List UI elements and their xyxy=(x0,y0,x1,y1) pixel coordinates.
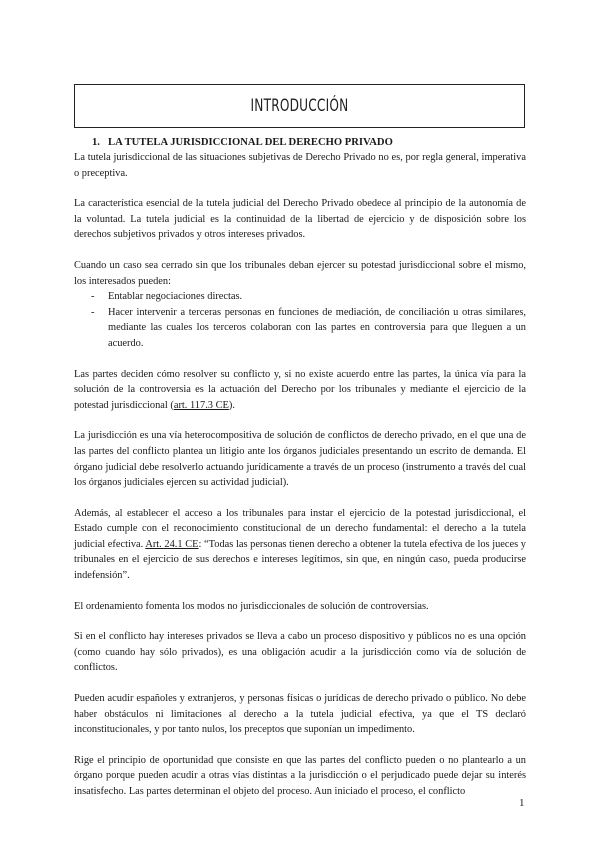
paragraph-1: La tutela jurisdiccional de las situaciones subjetivas de Derecho Privado no es, por regla general, imperativa o preceptiva. xyxy=(74,152,526,179)
paragraph-4 xyxy=(74,367,526,414)
paragraph-9: Pueden acudir españoles y extranjeros, y personas físicas o jurídicas de derecho privado o público. No debe haber obstáculos ni limitaciones al derecho a la tutela judicial efectiva, ya que el TS declaró inconstitucionales, y por tanto nulos, los preceptos que suponían un impedimento. xyxy=(74,693,526,736)
law-reference-link[interactable]: art. 117.3 CE xyxy=(173,399,229,411)
paragraph-8: Si en el conflicto hay intereses privados se lleva a cabo un proceso dispositivo y públicos no es una opción (como cuando hay sólo privados), es una obligación acudir a la jurisdicción como vía de solución de conflictos. xyxy=(74,631,526,674)
paragraph-6-quote: : “Todas las personas tienen derecho a obtener la tutela efectiva de los jueces y tribunales en el ejercicio de sus derechos e intereses legítimos, sin que, en ningún caso, pueda producirse indefensión”. xyxy=(74,538,527,582)
section-number: 1. xyxy=(92,137,100,148)
title-box xyxy=(74,84,525,128)
paragraph-3: Cuando un caso sea cerrado sin que los tribunales deban ejercer su potestad jurisdiccional sobre el mismo, los interesados pueden: xyxy=(74,259,526,287)
paragraph-6 xyxy=(74,506,526,584)
paragraph-4-text: Las partes deciden cómo resolver su conflicto y, si no existe acuerdo entre las partes, la única vía para la solución de la controversia es la actuación del Derecho por los tribunales y mediante el ejercicio de la potestad jurisdiccional ( xyxy=(74,368,526,411)
section-heading xyxy=(92,136,526,150)
paragraph-4-end: ). xyxy=(228,399,235,411)
list-item: - Hacer intervenir a terceras personas en funciones de mediación, de conciliación u otras similares, mediante las cuales los terceros colaboran con las partes en controversia para que lleguen a un acuerdo. xyxy=(91,305,526,352)
page-number: 1 xyxy=(519,797,525,809)
document-body xyxy=(74,136,526,800)
law-reference-link[interactable]: Art. 24.1 CE xyxy=(145,538,199,550)
list-item: - Entablar negociaciones directas. xyxy=(91,289,526,305)
paragraph-6-text: Además, al establecer el acceso a los tribunales para instar el ejercicio de la potestad jurisdiccional, el Estado cumple con el reconocimiento constitucional de un derecho fundamental: el derecho a la tutela judicial efectiva. xyxy=(74,507,526,550)
paragraph-5: La jurisdicción es una vía heterocompositiva de solución de conflictos de derecho privado, en el que una de las partes del conflicto plantea un litigio ante los órganos judiciales presentando un escrito de demanda. El órgano judicial debe resolverlo actuando jurídicamente a través de un proceso (instrumento a través del cual los órganos judiciales ejercen su actividad judicial). xyxy=(74,430,526,489)
paragraph-10: Rige el principio de oportunidad que consiste en que las partes del conflicto pueden o no plantearlo a un órgano porque pueden acudir a otras vías distintas a la jurisdicción o el perjudicado puede dejar su interés insatisfecho. Las partes determinan el objeto del proceso. Aun iniciado el proceso, el conflicto xyxy=(74,754,526,797)
dash-list xyxy=(74,289,526,351)
paragraph-2: La característica esencial de la tutela judicial del Derecho Privado obedece al principio de la autonomía de la voluntad. La tutela judicial es la continuidad de la libertad de ejercicio y de disposición sobre los derechos subjetivos privados y otros intereses privados. xyxy=(74,198,526,241)
paragraph-7: El ordenamiento fomenta los modos no jurisdiccionales de solución de controversias. xyxy=(74,600,429,612)
section-heading-text: LA TUTELA JURISDICCIONAL DEL DERECHO PRIVADO xyxy=(108,137,393,148)
page-title: INTRODUCCIÓN xyxy=(250,96,349,116)
